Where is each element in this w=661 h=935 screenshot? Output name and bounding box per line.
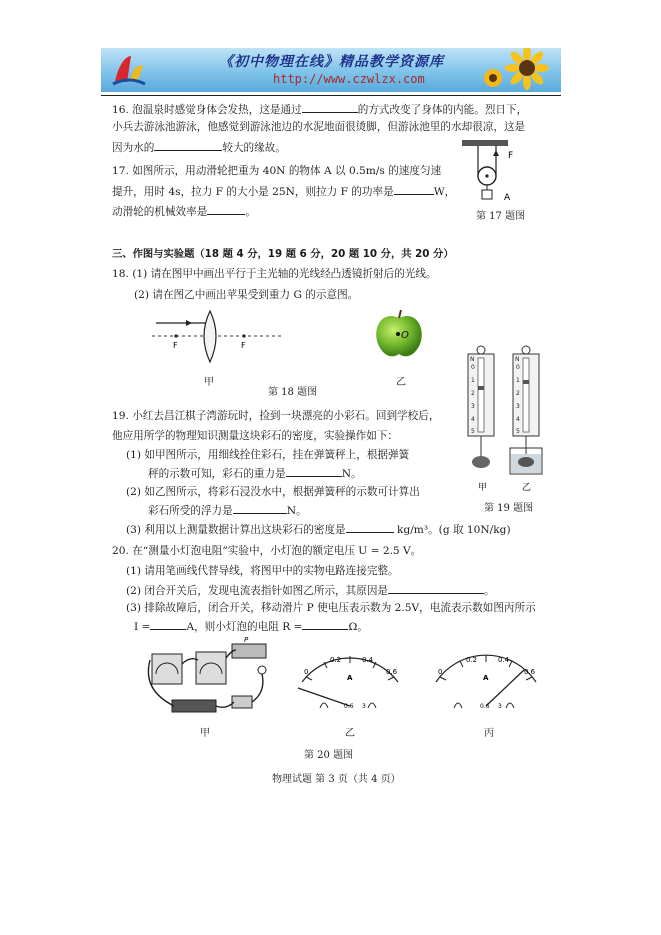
voltmeter-icon bbox=[196, 652, 226, 684]
stone-icon bbox=[472, 456, 490, 468]
svg-text:0.6: 0.6 bbox=[386, 668, 398, 676]
svg-text:0: 0 bbox=[438, 668, 443, 676]
q19-blank-2[interactable] bbox=[233, 501, 287, 514]
label-F: F bbox=[508, 151, 514, 161]
q20-blank-3[interactable] bbox=[302, 617, 348, 630]
q17-blank-1[interactable] bbox=[394, 182, 434, 195]
svg-text:N: N bbox=[515, 356, 520, 363]
switch-icon bbox=[232, 696, 252, 708]
q19-item2b: 彩石所受的浮力是 N。 bbox=[148, 501, 307, 519]
battery-icon bbox=[172, 700, 216, 712]
q18-caption: 第 18 题图 bbox=[268, 387, 318, 398]
focus-right: F bbox=[241, 341, 246, 350]
svg-text:4: 4 bbox=[471, 416, 475, 423]
q20-fig-label-bing: 丙 bbox=[484, 728, 494, 739]
q16-blank-1[interactable] bbox=[302, 100, 358, 113]
ammeter-icon bbox=[152, 654, 182, 684]
svg-text:0: 0 bbox=[304, 668, 309, 676]
q20-circuit-figure bbox=[140, 636, 272, 722]
q19-caption: 第 19 题图 bbox=[484, 503, 534, 514]
q17-line3: 动滑轮的机械效率是 。 bbox=[112, 202, 256, 220]
rheostat-icon bbox=[232, 644, 266, 658]
q20-fig-label-jia: 甲 bbox=[200, 728, 210, 739]
q16-blank-2[interactable] bbox=[154, 138, 222, 151]
svg-text:2: 2 bbox=[471, 390, 475, 397]
svg-text:0: 0 bbox=[471, 364, 475, 371]
svg-text:4: 4 bbox=[516, 416, 520, 423]
svg-text:0.6: 0.6 bbox=[480, 703, 490, 710]
bulb-icon bbox=[258, 666, 266, 674]
q18-lens-figure bbox=[148, 310, 288, 370]
svg-text:1: 1 bbox=[471, 377, 475, 384]
q20-line1: 20. 在“测量小灯泡电阻”实验中，小灯泡的额定电压 U = 2.5 V。 bbox=[112, 545, 422, 557]
label-A: A bbox=[504, 193, 511, 203]
svg-text:0.6: 0.6 bbox=[344, 703, 354, 710]
svg-text:0.4: 0.4 bbox=[498, 656, 510, 664]
ceiling-bar bbox=[462, 140, 508, 146]
svg-text:0.6: 0.6 bbox=[524, 668, 536, 676]
q20-meter-bing bbox=[424, 640, 548, 718]
q16-line2: 小兵去游泳池游泳，他感觉到游泳池边的水泥地面很烫脚，但游泳池里的水却很凉，这是 bbox=[112, 121, 526, 133]
q17-caption: 第 17 题图 bbox=[476, 211, 526, 222]
stone-in-water-icon bbox=[518, 457, 534, 467]
page-footer: 物理试题 第 3 页（共 4 页） bbox=[272, 774, 401, 785]
apple-figure bbox=[372, 308, 426, 360]
header-banner bbox=[101, 48, 561, 92]
q17-pulley-figure bbox=[458, 138, 530, 204]
svg-text:5: 5 bbox=[516, 428, 520, 435]
svg-text:3: 3 bbox=[498, 703, 502, 710]
svg-text:3: 3 bbox=[471, 403, 475, 410]
q19-label-right: 乙 bbox=[522, 483, 532, 493]
banner-title: 《初中物理在线》精品教学资源库 bbox=[219, 54, 444, 70]
needle-bing bbox=[486, 670, 524, 706]
sunflower-icon bbox=[483, 48, 561, 92]
svg-text:A: A bbox=[483, 674, 489, 682]
q20-blank-2[interactable] bbox=[150, 617, 186, 630]
q19-line2: 他应用所学的物理知识测量这块彩石的密度，实验操作如下： bbox=[112, 430, 399, 442]
apple-icon bbox=[376, 316, 422, 356]
svg-text:0.2: 0.2 bbox=[466, 656, 478, 664]
q19-blank-1[interactable] bbox=[286, 464, 342, 477]
svg-text:P: P bbox=[244, 636, 249, 644]
svg-text:A: A bbox=[347, 674, 353, 682]
q20-meter-yi bbox=[290, 640, 410, 718]
q17-line1: 17. 如图所示，用动滑轮把重为 40N 的物体 A 以 0.5m/s 的速度匀速 bbox=[112, 165, 442, 177]
q18-fig-left-label: 甲 bbox=[204, 377, 214, 388]
q20-blank-1[interactable] bbox=[388, 581, 484, 594]
svg-text:0.4: 0.4 bbox=[362, 656, 374, 664]
q16-line3: 因为水的 较大的缘故。 bbox=[112, 138, 286, 156]
q19-item1b: 秤的示数可知，彩石的重力是 N。 bbox=[148, 464, 362, 482]
q18-line2: (2) 请在图乙中画出苹果受到重力 G 的示意图。 bbox=[134, 289, 359, 301]
banner-url[interactable]: http://www.czwlzx.com bbox=[273, 72, 425, 86]
apple-center-label: O bbox=[401, 330, 409, 341]
svg-text:1: 1 bbox=[516, 377, 520, 384]
block-A bbox=[482, 190, 492, 199]
q19-item2a: (2) 如乙图所示，将彩石浸没水中，根据弹簧秤的示数可计算出 bbox=[126, 486, 420, 498]
svg-text:3: 3 bbox=[516, 403, 520, 410]
q19-scales-figure bbox=[460, 344, 552, 494]
svg-text:0.2: 0.2 bbox=[330, 656, 342, 664]
convex-lens-icon bbox=[204, 311, 216, 362]
apple-center-dot bbox=[396, 332, 400, 336]
q20-item3a: (3) 排除故障后，闭合开关，移动滑片 P 使电压表示数为 2.5V，电流表示数如图丙所示 bbox=[126, 602, 536, 614]
q20-caption: 第 20 题图 bbox=[304, 750, 354, 761]
spring-scale-left bbox=[468, 346, 494, 468]
logo-icon bbox=[109, 52, 149, 88]
q20-item2: (2) 闭合开关后，发现电流表指针如图乙所示，其原因是 。 bbox=[126, 581, 495, 599]
q18-line1: 18. (1) 请在图甲中画出平行于主光轴的光线经凸透镜折射后的光线。 bbox=[112, 268, 437, 280]
focus-left: F bbox=[173, 341, 178, 350]
q19-item1a: (1) 如甲图所示，用细线拴住彩石，挂在弹簧秤上，根据弹簧 bbox=[126, 449, 410, 461]
q17-line2: 提升，用时 4s，拉力 F 的大小是 25N，则拉力 F 的功率是 W， bbox=[112, 182, 455, 200]
q16-line1: 16. 泡温泉时感觉身体会发热，这是通过 的方式改变了身体的内能。烈日下， bbox=[112, 100, 527, 118]
force-arrow-icon bbox=[493, 150, 499, 156]
q18-fig-right-label: 乙 bbox=[396, 377, 406, 388]
q19-blank-3[interactable] bbox=[346, 520, 394, 533]
q19-item3: (3) 利用以上测量数据计算出这块彩石的密度是 kg/m³。(g 取 10N/kg) bbox=[126, 520, 511, 538]
q19-line1: 19. 小红去昌江棋子湾游玩时，捡到一块漂亮的小彩石。回到学校后， bbox=[112, 410, 440, 422]
header-rule bbox=[101, 95, 561, 96]
svg-text:3: 3 bbox=[362, 703, 366, 710]
q19-label-left: 甲 bbox=[478, 483, 488, 493]
spring-scale-right bbox=[510, 346, 542, 474]
section3-title: 三、作图与实验题（18 题 4 分，19 题 6 分，20 题 10 分，共 20 分） bbox=[112, 248, 454, 260]
svg-text:0: 0 bbox=[516, 364, 520, 371]
q20-item1: (1) 请用笔画线代替导线，将图甲中的实物电路连接完整。 bbox=[126, 565, 399, 577]
q20-fig-label-yi: 乙 bbox=[345, 728, 355, 739]
svg-text:5: 5 bbox=[471, 428, 475, 435]
svg-text:2: 2 bbox=[516, 390, 520, 397]
q20-item3b: I = A，则小灯泡的电阻 R = Ω。 bbox=[134, 617, 368, 635]
svg-text:N: N bbox=[470, 356, 475, 363]
q17-blank-2[interactable] bbox=[207, 202, 245, 215]
